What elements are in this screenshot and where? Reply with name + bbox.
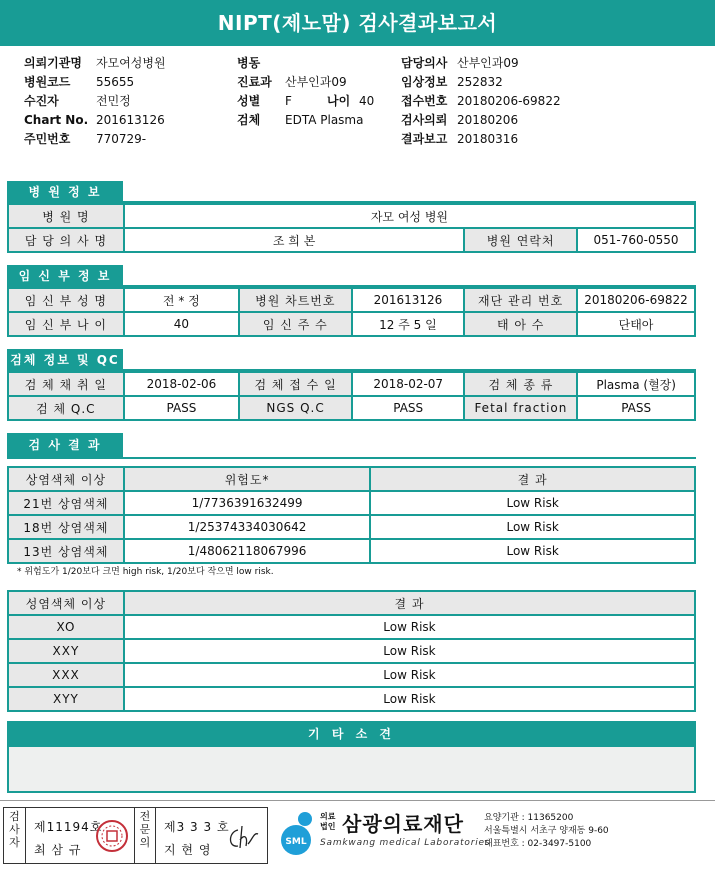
info-value: 산부인과09 — [285, 75, 347, 89]
hospital-table — [7, 203, 696, 253]
info-label: 검사의뢰 — [401, 113, 448, 127]
age-label: 나이 — [327, 94, 351, 108]
sex-chromosome-head: 성염색체 이상 — [8, 591, 124, 615]
info-label: 성별 — [237, 94, 261, 108]
signer2-role-text: 전문의 — [139, 810, 151, 849]
autosome-head: 상염색체 이상 — [8, 467, 124, 491]
info-value: 자모여성병원 — [96, 56, 166, 70]
table-row — [8, 591, 695, 615]
sex-chromosome-table — [7, 590, 696, 712]
ngs-qc-value: PASS — [352, 396, 465, 420]
info-label: 주민번호 — [24, 132, 71, 146]
info-label: 병원코드 — [24, 75, 71, 89]
signer2-role — [134, 808, 156, 863]
result-value: Low Risk — [124, 615, 695, 639]
table-row — [8, 639, 695, 663]
hospital-section-label: 병 원 정 보 — [7, 181, 123, 203]
signer1-license: 제11194호 — [34, 820, 103, 834]
info-value: 20180206-69822 — [457, 94, 561, 108]
mgmt-no-label: 재단 관리 번호 — [464, 288, 577, 312]
info-value: 산부인과09 — [457, 56, 519, 70]
chart-no-label: 병원 차트번호 — [239, 288, 352, 312]
result-value: Low Risk — [124, 639, 695, 663]
info-value: 전민정 — [96, 94, 131, 108]
contact-label: 병원 연락처 — [464, 228, 577, 252]
report-info — [401, 54, 561, 149]
clinic-info — [237, 54, 374, 130]
chromosome-name: 13번 상염색체 — [8, 539, 124, 563]
signature-box — [3, 807, 268, 864]
table-row — [8, 396, 695, 420]
doctor-value: 조 희 본 — [124, 228, 464, 252]
info-value: 770729- — [96, 132, 147, 146]
signer1-role-text: 검사자 — [9, 810, 20, 849]
results-section-label: 검 사 결 과 — [7, 433, 123, 457]
org-prefix — [320, 812, 335, 832]
section-divider — [7, 457, 696, 459]
collect-date-label: 검 체 채 취 일 — [8, 372, 124, 396]
info-value: 201613126 — [96, 113, 165, 127]
org-prefix-2: 법인 — [320, 822, 336, 831]
table-row — [8, 372, 695, 396]
seal-stamp-icon — [95, 819, 129, 853]
info-label: 담당의사 — [401, 56, 448, 70]
signer1-name: 최 삼 규 — [34, 843, 82, 857]
signer1-role — [4, 808, 26, 863]
table-row — [8, 204, 695, 228]
other-findings-title: 기 타 소 견 — [7, 721, 696, 747]
org-address: 서울특별시 서초구 양재동 9-60 — [484, 826, 609, 836]
info-label: Chart No. — [24, 113, 89, 127]
result-value: Low Risk — [370, 515, 695, 539]
org-english-name: Samkwang medical Laboratories — [320, 838, 491, 848]
ngs-qc-label: NGS Q.C — [239, 396, 352, 420]
karyotype-name: XXY — [8, 639, 124, 663]
logo-text: SML — [285, 837, 307, 847]
receive-date-label: 검 체 접 수 일 — [239, 372, 352, 396]
info-label: 임상정보 — [401, 75, 448, 89]
risk-head: 위험도* — [124, 467, 370, 491]
risk-value: 1/25374334030642 — [124, 515, 370, 539]
weeks-value: 12 주 5 일 — [352, 312, 465, 336]
table-row — [8, 663, 695, 687]
info-label: 진료과 — [237, 75, 272, 89]
table-row — [8, 467, 695, 491]
age-value: 40 — [359, 94, 375, 108]
fetus-value: 단태아 — [577, 312, 695, 336]
specimen-table — [7, 371, 696, 421]
specimen-qc-label: 검 체 Q.C — [8, 396, 124, 420]
result-value: Low Risk — [124, 687, 695, 711]
sml-logo-icon — [274, 810, 320, 858]
risk-value: 1/48062118067996 — [124, 539, 370, 563]
karyotype-name: XO — [8, 615, 124, 639]
org-code: 요양기관 : 11365200 — [484, 813, 574, 823]
patient-section-label: 임 신 부 정 보 — [7, 265, 123, 287]
other-findings-body — [7, 747, 696, 793]
info-value: 252832 — [457, 75, 503, 89]
receive-date-value: 2018-02-07 — [352, 372, 465, 396]
table-row — [8, 687, 695, 711]
table-row — [8, 228, 695, 252]
specimen-type-label: 검 체 종 류 — [464, 372, 577, 396]
table-row — [8, 515, 695, 539]
info-label: 접수번호 — [401, 94, 448, 108]
chromosome-name: 21번 상염색체 — [8, 491, 124, 515]
karyotype-name: XYY — [8, 687, 124, 711]
weeks-label: 임 신 주 수 — [239, 312, 352, 336]
info-label: 병동 — [237, 56, 261, 70]
result-value: Low Risk — [370, 491, 695, 515]
report-title: NIPT(제노맘) 검사결과보고서 — [0, 0, 715, 46]
signer2-license: 제3 3 3 호 — [164, 820, 230, 834]
patient-age-label: 임 신 부 나 이 — [8, 312, 124, 336]
hospital-name-label: 병 원 명 — [8, 204, 124, 228]
info-value: 55655 — [96, 75, 135, 89]
info-label: 수진자 — [24, 94, 59, 108]
table-row — [8, 491, 695, 515]
risk-value: 1/7736391632499 — [124, 491, 370, 515]
autosome-table — [7, 466, 696, 564]
contact-value: 051-760-0550 — [577, 228, 695, 252]
fetus-label: 태 아 수 — [464, 312, 577, 336]
patient-age-value: 40 — [124, 312, 239, 336]
hospital-name-value: 자모 여성 병원 — [124, 204, 695, 228]
sex-result-head: 결 과 — [124, 591, 695, 615]
table-row — [8, 539, 695, 563]
info-label: 검체 — [237, 113, 261, 127]
org-name: 삼광의료재단 — [342, 812, 464, 836]
info-value: EDTA Plasma — [285, 113, 364, 127]
result-value: Low Risk — [124, 663, 695, 687]
info-value: F — [285, 94, 292, 108]
doctor-label: 담 당 의 사 명 — [8, 228, 124, 252]
org-contact — [484, 812, 609, 851]
specimen-section-label: 검체 정보 및 QC — [7, 349, 123, 371]
info-label: 결과보고 — [401, 132, 448, 146]
chromosome-name: 18번 상염색체 — [8, 515, 124, 539]
info-label: 의뢰기관명 — [24, 56, 82, 70]
mgmt-no-value: 20180206-69822 — [577, 288, 695, 312]
org-phone: 대표번호 : 02-3497-5100 — [484, 839, 592, 849]
result-value: Low Risk — [370, 539, 695, 563]
chart-no-value: 201613126 — [352, 288, 465, 312]
patient-name-label: 임 신 부 성 명 — [8, 288, 124, 312]
result-head: 결 과 — [370, 467, 695, 491]
karyotype-name: XXX — [8, 663, 124, 687]
patient-name-value: 전 * 정 — [124, 288, 239, 312]
fetal-fraction-value: PASS — [577, 396, 695, 420]
signer2-name: 지 현 영 — [164, 843, 212, 857]
fetal-fraction-label: Fetal fraction — [464, 396, 577, 420]
patient-table — [7, 287, 696, 337]
specimen-qc-value: PASS — [124, 396, 240, 420]
org-prefix-1: 의료 — [320, 812, 336, 821]
table-row — [8, 615, 695, 639]
signature-icon — [224, 822, 264, 852]
footer-divider — [0, 800, 715, 801]
info-value: 20180206 — [457, 113, 519, 127]
requester-info — [24, 54, 166, 149]
specimen-type-value: Plasma (혈장) — [577, 372, 695, 396]
info-value: 20180316 — [457, 132, 519, 146]
table-row — [8, 288, 695, 312]
risk-footnote: * 위험도가 1/20보다 크면 high risk, 1/20보다 작으면 low risk. — [17, 567, 274, 577]
table-row — [8, 312, 695, 336]
collect-date-value: 2018-02-06 — [124, 372, 240, 396]
